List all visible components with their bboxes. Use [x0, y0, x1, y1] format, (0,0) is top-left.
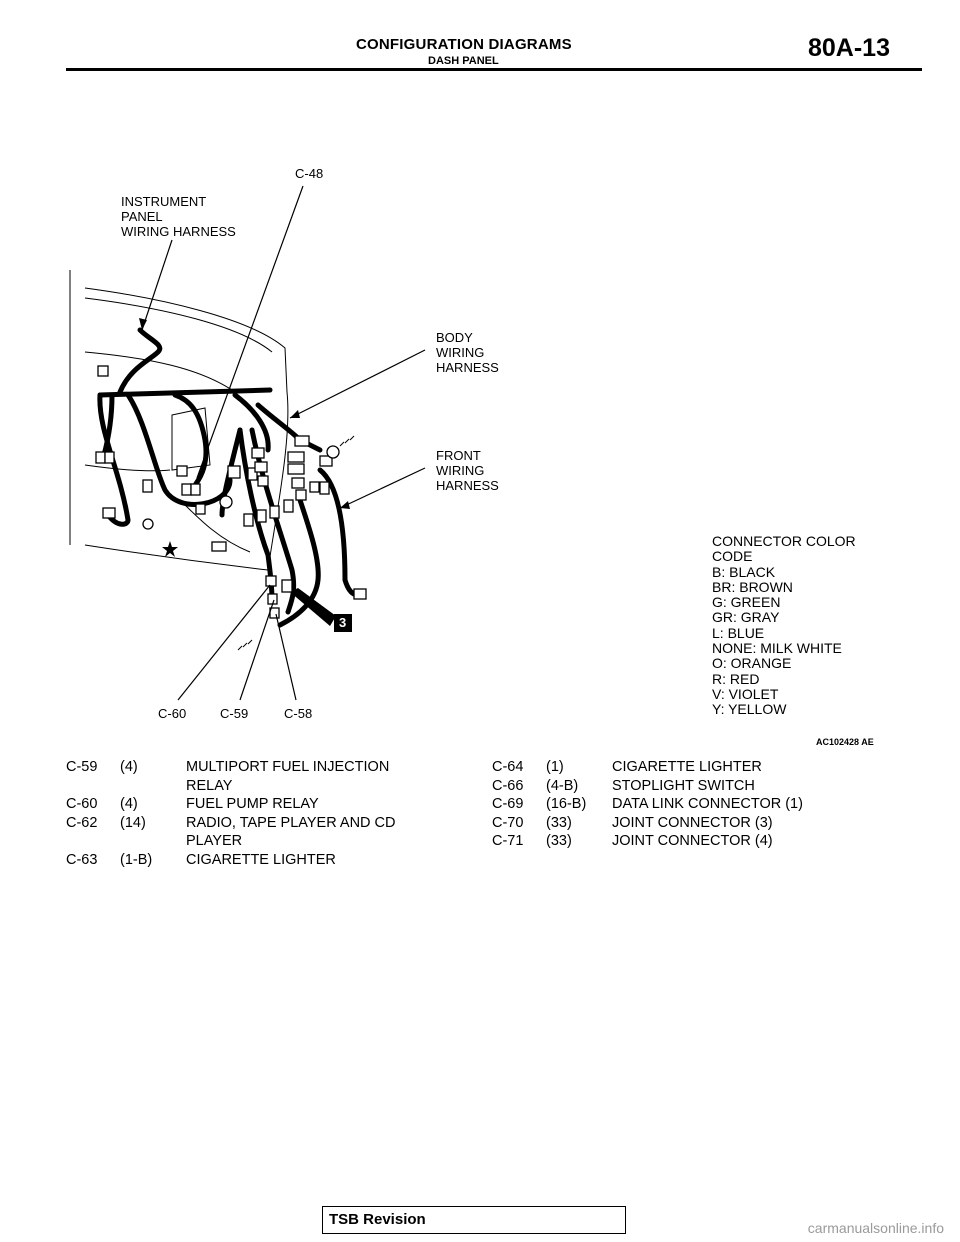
legend-entry: NONE: MILK WHITE	[712, 640, 842, 657]
connector-pins: (16-B)	[546, 796, 587, 812]
connector-pins: (1)	[546, 759, 564, 775]
connector-pins: (4)	[120, 759, 138, 775]
label-c58: C-58	[284, 706, 313, 721]
label-front-wiring-harness: FRONT WIRING HARNESS	[436, 448, 499, 493]
table-row	[492, 832, 872, 851]
connector-description: MULTIPORT FUEL INJECTION RELAY	[186, 759, 390, 794]
connector-code: C-71	[492, 833, 524, 849]
connector-description: STOPLIGHT SWITCH	[612, 777, 755, 794]
connector-pins: (33)	[546, 814, 572, 831]
label-instrument-panel-wiring-harness: INSTRUMENT PANEL WIRING HARNESS	[121, 194, 236, 239]
connector-description: DATA LINK CONNECTOR (1)	[612, 796, 803, 812]
legend-entry: V: VIOLET	[712, 685, 779, 702]
connector-description: CIGARETTE LIGHTER	[186, 851, 336, 868]
table-row	[66, 851, 416, 870]
table-row	[492, 758, 872, 777]
connector-description: JOINT CONNECTOR (3)	[612, 814, 773, 831]
page-number: 80A-13	[808, 34, 890, 62]
connector-description: JOINT CONNECTOR (4)	[612, 833, 773, 849]
connector-pins: (4-B)	[546, 777, 579, 794]
legend-entry: R: RED	[712, 670, 760, 687]
legend-entry: GR: GRAY	[712, 609, 780, 626]
header-subtitle: DASH PANEL	[428, 55, 499, 67]
connector-pins: (33)	[546, 833, 572, 849]
table-row	[66, 758, 416, 795]
label-c59: C-59	[220, 706, 249, 721]
legend-entry: BR: BROWN	[712, 578, 793, 595]
legend-heading-line2: CODE	[712, 548, 753, 565]
label-body-wiring-harness: BODY WIRING HARNESS	[436, 330, 499, 375]
legend-entry: O: ORANGE	[712, 655, 792, 672]
connector-description: CIGARETTE LIGHTER	[612, 759, 762, 775]
header-title: CONFIGURATION DIAGRAMS	[356, 36, 572, 53]
connector-code: C-66	[492, 777, 524, 794]
connector-code: C-59	[66, 759, 98, 775]
connector-code: C-63	[66, 851, 98, 868]
connector-table-right	[492, 758, 872, 851]
connector-blocks	[96, 366, 366, 618]
connector-table-left	[66, 758, 416, 869]
callout-number: 3	[339, 615, 347, 630]
watermark: carmanualsonline.info	[807, 1220, 944, 1236]
connector-code: C-70	[492, 814, 524, 831]
connector-code: C-60	[66, 796, 98, 812]
connector-description: FUEL PUMP RELAY	[186, 796, 319, 812]
connector-color-code-legend	[712, 534, 856, 718]
connector-code: C-64	[492, 759, 524, 775]
connector-pins: (1-B)	[120, 851, 153, 868]
tsb-revision-box	[322, 1206, 626, 1234]
figure-id: AC102428 AE	[816, 737, 874, 747]
connector-pins: (4)	[120, 796, 138, 812]
connector-code: C-62	[66, 814, 98, 831]
label-c60: C-60	[158, 706, 187, 721]
connector-description: RADIO, TAPE PLAYER AND CD PLAYER	[186, 814, 396, 849]
legend-entry: B: BLACK	[712, 563, 776, 580]
table-row	[66, 814, 416, 851]
connector-pins: (14)	[120, 814, 146, 831]
legend-entry: Y: YELLOW	[712, 701, 787, 718]
tsb-revision-label: TSB Revision	[329, 1211, 426, 1228]
star-mark	[162, 541, 178, 557]
legend-entry: G: GREEN	[712, 594, 781, 611]
connector-code: C-69	[492, 796, 524, 812]
table-row	[492, 795, 872, 814]
table-row	[492, 814, 872, 833]
table-row	[66, 795, 416, 814]
label-c48: C-48	[295, 166, 324, 181]
legend-heading-line1: CONNECTOR COLOR	[712, 533, 856, 549]
legend-entry: L: BLUE	[712, 624, 765, 641]
table-row	[492, 777, 872, 796]
